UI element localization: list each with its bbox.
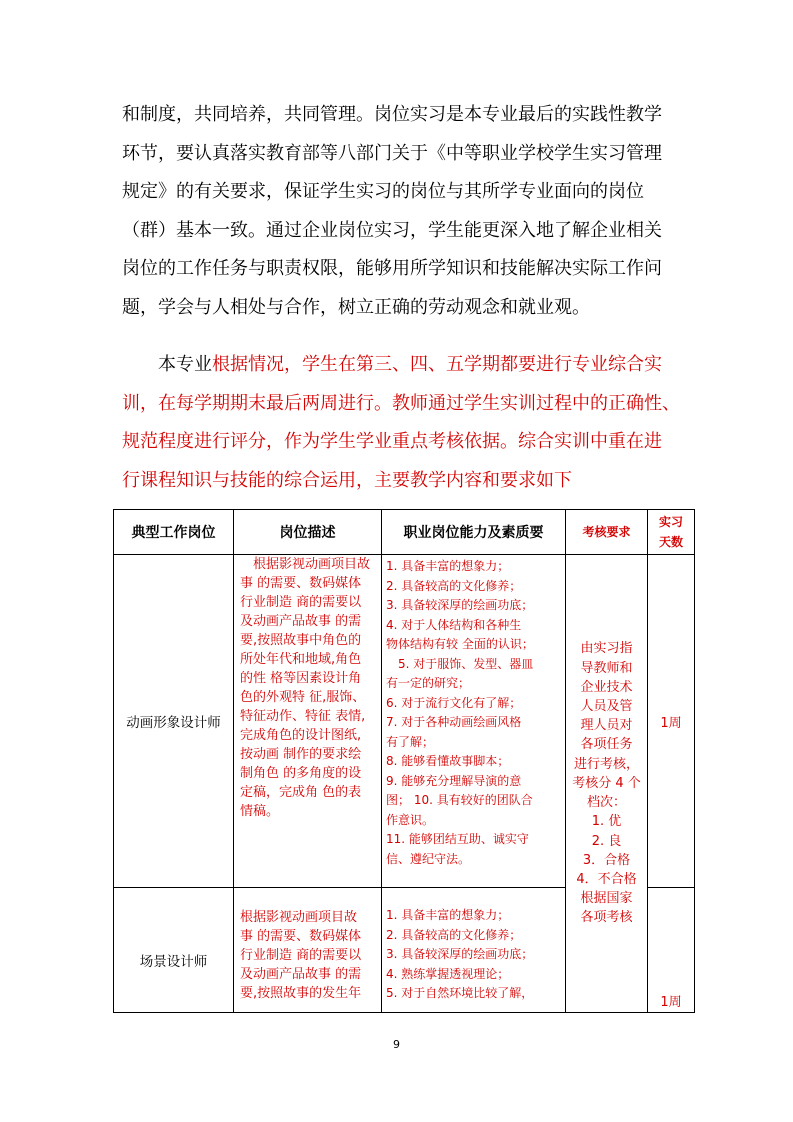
table-header-row bbox=[114, 510, 695, 555]
text-line: 6. 对于流行文化有了解； bbox=[386, 695, 522, 710]
text-line: 档次： bbox=[586, 795, 626, 811]
text-line: 根据影视动画项目故 bbox=[240, 910, 358, 925]
text-line: 根据国家 bbox=[580, 891, 633, 907]
text-line: 特征动作、特征 表情, bbox=[240, 709, 366, 724]
text-line: 行业制造 商的需要以 bbox=[240, 948, 362, 963]
header-post: 典型工作岗位 bbox=[114, 510, 234, 555]
text-line: 色的外观特 征,服饰、 bbox=[240, 690, 366, 705]
text-line: 3. 具备较深厚的绘画功底； bbox=[386, 598, 534, 612]
text-line: 训，在每学期期末最后两周进行。教师通过学生实训过程中的正确性、 bbox=[122, 392, 680, 414]
text-line: 行课程知识与技能的综合运用，主要教学内容和要求如下 bbox=[122, 469, 572, 491]
text-line: 有了解； bbox=[386, 734, 435, 749]
text-line: 导教师和 bbox=[580, 660, 633, 676]
text-line: 制角色 的多角度的设 bbox=[240, 766, 362, 781]
text-line: 2. 具备较高的文化修养； bbox=[386, 927, 522, 942]
text-line: 5. 对于服饰、发型、器皿 bbox=[386, 656, 534, 671]
text-line: 规定》的有关要求，保证学生实习的岗位与其所学专业面向的岗位 bbox=[122, 181, 644, 202]
text-line: 3. 具备较深厚的绘画功底； bbox=[386, 947, 534, 961]
header-days-line1: 实习 bbox=[658, 515, 683, 529]
text-line: 作意识。 bbox=[386, 812, 435, 827]
training-table bbox=[113, 509, 695, 1013]
text-line: 题，学会与人相处与合作，树立正确的劳动观念和就业观。 bbox=[122, 296, 590, 318]
text-line: 考核分 4 个 bbox=[572, 775, 641, 791]
text-line: 情稿。 bbox=[240, 804, 280, 819]
text-line: 要,按照故事中角色的 bbox=[240, 633, 362, 648]
text-line: 企业技术 bbox=[580, 679, 633, 695]
table-row bbox=[114, 555, 695, 888]
text-line: 规范程度进行评分，作为学生学业重点考核依据。综合实训中重在进 bbox=[122, 431, 662, 452]
row1-days: 1周 bbox=[648, 555, 695, 888]
text-line: 7. 对于各种动画绘画风格 bbox=[386, 715, 522, 729]
row2-ability bbox=[382, 888, 566, 1013]
text-line: 2. 良 bbox=[591, 833, 622, 849]
text-line: 的性 格等因素设计角 bbox=[240, 671, 362, 686]
text-line: 各项任务 bbox=[580, 737, 633, 753]
text-line: 事 的需要、数码媒体 bbox=[240, 929, 362, 944]
text-line: 根据影视动画项目故 bbox=[240, 557, 371, 572]
row2-post: 场景设计师 bbox=[114, 888, 234, 1013]
text-line: 所处年代和地域,角色 bbox=[240, 652, 362, 667]
text-line: 物体结构有较 全面的认识； bbox=[386, 637, 534, 651]
text-line: （群）基本一致。通过企业岗位实习，学生能更深入地了解企业相关 bbox=[122, 219, 662, 241]
paragraph-2-red-text: 根据情况，学生在第三、四、五学期都要进行专业综合实 bbox=[212, 354, 662, 375]
text-line: 2. 具备较高的文化修养； bbox=[386, 578, 522, 593]
row1-desc bbox=[234, 555, 382, 888]
paragraph-2-black-text: 本专业 bbox=[158, 354, 212, 375]
row2-days: 1周 bbox=[648, 888, 695, 1013]
text-line: 岗位的工作任务与职责权限，能够用所学知识和技能解决实际工作问 bbox=[122, 258, 662, 279]
text-line: 由实习指 bbox=[580, 641, 633, 657]
paragraph-1 bbox=[122, 96, 682, 327]
row1-post: 动画形象设计师 bbox=[114, 555, 234, 888]
text-line: 各项考核 bbox=[580, 910, 633, 926]
assess-cell bbox=[566, 555, 648, 1013]
text-line: 定稿，完成角 色的表 bbox=[240, 785, 362, 800]
row1-ability bbox=[382, 555, 566, 888]
text-line: 事 的需要、数码媒体 bbox=[240, 576, 362, 591]
text-line: 环节，要认真落实教育部等八部门关于《中等职业学校学生实习管理 bbox=[122, 142, 662, 164]
text-line: 人员及管 bbox=[580, 699, 633, 715]
text-line: 完成角色的设计图纸, bbox=[240, 728, 362, 743]
text-line: 5. 对于自然环境比较了解， bbox=[386, 986, 534, 1000]
text-line: 信、遵纪守法。 bbox=[386, 851, 471, 866]
text-line: 按动画 制作的要求绘 bbox=[240, 747, 362, 762]
text-line: 3．合格 bbox=[582, 852, 631, 868]
header-ability: 职业岗位能力及素质要 bbox=[382, 510, 566, 555]
text-line: 4. 熟练掌握透视理论； bbox=[386, 966, 510, 981]
text-line: 1. 优 bbox=[591, 814, 622, 830]
text-line: 理人员对 bbox=[580, 718, 633, 734]
text-line: 8. 能够看懂故事脚本； bbox=[386, 754, 510, 768]
text-line: 9. 能够充分理解导演的意 bbox=[386, 773, 522, 788]
text-line: 及动画产品故事 的需 bbox=[240, 614, 362, 629]
text-line: 4. 对于人体结构和各种生 bbox=[386, 617, 522, 632]
text-line: 图； 10. 具有较好的团队合 bbox=[386, 793, 533, 807]
text-line: 4．不合格 bbox=[576, 871, 637, 887]
text-line: 1. 具备丰富的想象力； bbox=[386, 908, 510, 922]
text-line: 进行考核， bbox=[573, 756, 639, 772]
paragraph-2 bbox=[122, 346, 682, 500]
text-line: 及动画产品故事 的需 bbox=[240, 967, 362, 982]
text-line: 行业制造 商的需要以 bbox=[240, 595, 362, 610]
text-line: 11. 能够团结互助、诚实守 bbox=[386, 832, 529, 846]
row2-desc bbox=[234, 888, 382, 1013]
text-line: 要,按照故事的发生年 bbox=[240, 986, 362, 1001]
text-line: 1. 具备丰富的想象力； bbox=[386, 559, 510, 573]
text-line: 有一定的研究； bbox=[386, 676, 471, 690]
header-desc: 岗位描述 bbox=[234, 510, 382, 555]
header-days-line2: 天数 bbox=[658, 535, 683, 549]
header-assess: 考核要求 bbox=[566, 510, 648, 555]
paragraph-2-line-1 bbox=[122, 346, 682, 385]
page-number: 9 bbox=[393, 1038, 400, 1051]
header-days bbox=[648, 510, 695, 555]
text-line: 和制度，共同培养，共同管理。岗位实习是本专业最后的实践性教学 bbox=[122, 104, 662, 125]
